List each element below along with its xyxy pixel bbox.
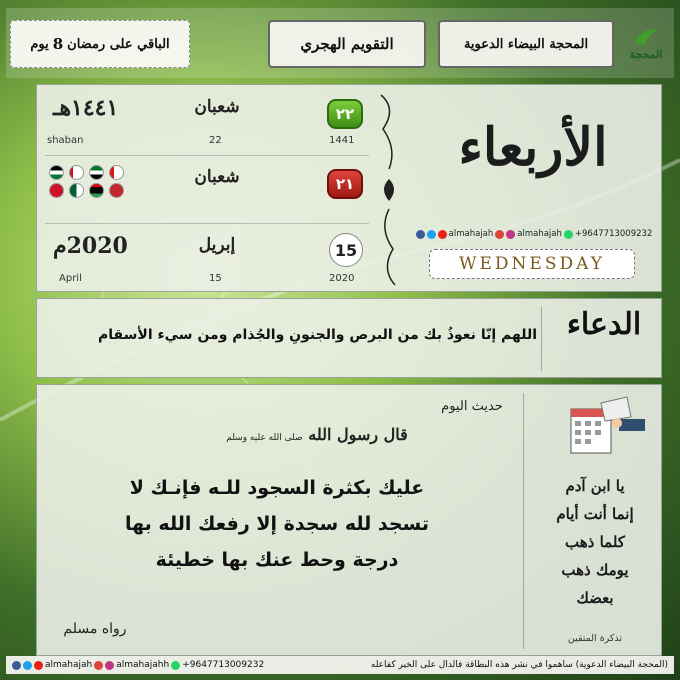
hadith-line: تسجد لله سجدة إلا رفعك الله بها (125, 513, 429, 535)
reminder-line: إنما أنت أيام (556, 505, 634, 523)
hijri-month: شعبان (194, 97, 240, 117)
social-handle[interactable]: almahajah (517, 229, 562, 239)
calendar-icon (557, 395, 651, 459)
logo-swirl-icon (631, 26, 661, 48)
flag-icon (109, 183, 124, 198)
twitter-icon[interactable] (427, 230, 436, 239)
hijri-calendar-label: التقويم الهجري (300, 35, 394, 53)
hijri-date-row (37, 91, 373, 151)
hijri-calendar-title (268, 20, 426, 68)
hijri-month-en: shaban (47, 135, 84, 146)
salutation-text: صلى الله عليه وسلم (226, 433, 303, 443)
countdown-days: 8 (52, 35, 64, 53)
google-icon[interactable] (495, 230, 504, 239)
social-handle[interactable]: almahajah (45, 660, 93, 670)
instagram-icon[interactable] (506, 230, 515, 239)
google-icon[interactable] (94, 661, 103, 670)
hijri-alt-day-badge: ٢١ (327, 169, 363, 199)
gregorian-year: 2020م (53, 233, 128, 259)
reminder-line: يومك ذهب (561, 561, 629, 579)
reminder-line: يا ابن آدم (565, 477, 625, 495)
social-links (411, 229, 657, 239)
gregorian-year-en: 2020 (329, 273, 355, 284)
whatsapp-icon[interactable] (564, 230, 573, 239)
hijri-alt-date-row (37, 161, 373, 221)
footer-social-links (12, 660, 264, 670)
logo-text: المحجة (629, 47, 663, 61)
prophet-said-heading (167, 425, 467, 444)
dua-title: الدعاء (566, 307, 642, 342)
hijri-alt-month: شعبان (194, 167, 240, 187)
social-handle[interactable]: almahajahh (116, 660, 170, 670)
flag-icon (89, 165, 104, 180)
social-handle[interactable]: almahajah (448, 229, 494, 239)
brand-logo (620, 16, 672, 70)
countdown-prefix: الباقي على رمضان (67, 36, 170, 52)
flag-icon (49, 165, 64, 180)
reminder-footer: تذكرة المتقين (567, 633, 623, 644)
country-flags (49, 165, 125, 198)
hijri-day-badge: ٢٢ (327, 99, 363, 129)
youtube-icon[interactable] (34, 661, 43, 670)
row-divider (45, 223, 369, 224)
hadith-narrator: رواه مسلم (63, 621, 127, 637)
side-divider (523, 393, 524, 649)
gregorian-month: إبريل (198, 235, 236, 255)
hijri-year: ١٤٤١هـ (53, 95, 119, 121)
flag-icon (49, 183, 64, 198)
reminder-panel (527, 385, 663, 657)
reminder-line: بعضك (576, 589, 614, 607)
facebook-icon[interactable] (12, 661, 21, 670)
footer-bar (6, 656, 674, 674)
hadith-of-the-day-label: حديث اليوم (441, 399, 503, 414)
facebook-icon[interactable] (416, 230, 425, 239)
gregorian-day-en: 15 (209, 273, 222, 284)
hadith-line: عليك بكثرة السجود للـه فإنـك لا (129, 477, 425, 499)
row-divider (45, 155, 369, 156)
flag-icon (109, 165, 124, 180)
instagram-icon[interactable] (105, 661, 114, 670)
reminder-line: كلما ذهب (565, 533, 625, 551)
brand-title (438, 20, 614, 68)
youtube-icon[interactable] (438, 230, 447, 239)
ramadan-countdown (10, 20, 190, 68)
date-panel (36, 84, 662, 292)
dua-divider (541, 307, 542, 371)
dua-panel (36, 298, 662, 378)
dua-text: اللهم إنّا نعوذُ بك من البرص والجنونِ والجُذام ومن سيء الأسقام (98, 327, 537, 343)
flag-icon (69, 165, 84, 180)
countdown-unit: يوم (30, 36, 49, 52)
whatsapp-icon[interactable] (171, 661, 180, 670)
twitter-icon[interactable] (23, 661, 32, 670)
phone-number[interactable]: +9647713009232 (574, 229, 653, 239)
footer-text: (المحجة البيضاء الدعوية) ساهموا في نشر هذه البطاقة فالدال على الخير كفاعله (370, 660, 668, 670)
weekday-arabic: الأربعاء (458, 117, 608, 178)
hijri-day-en: 22 (209, 135, 222, 146)
hijri-year-en: 1441 (329, 135, 355, 146)
prophet-said-text: قال رسول الله (308, 425, 408, 444)
ornament-divider-icon (375, 89, 403, 289)
header-bar (6, 8, 674, 78)
weekday-english: WEDNESDAY (429, 249, 635, 279)
gregorian-date-row (37, 229, 373, 289)
brand-label: المحجة البيضاء الدعوية (463, 36, 589, 52)
flag-icon (89, 183, 104, 198)
phone-number[interactable]: +9647713009232 (182, 660, 265, 670)
hadith-line: درجة وحط عنك بها خطيئة (155, 549, 399, 571)
hadith-panel (36, 384, 662, 656)
gregorian-day-badge: 15 (329, 233, 363, 267)
flag-icon (69, 183, 84, 198)
gregorian-month-en: April (59, 273, 82, 284)
